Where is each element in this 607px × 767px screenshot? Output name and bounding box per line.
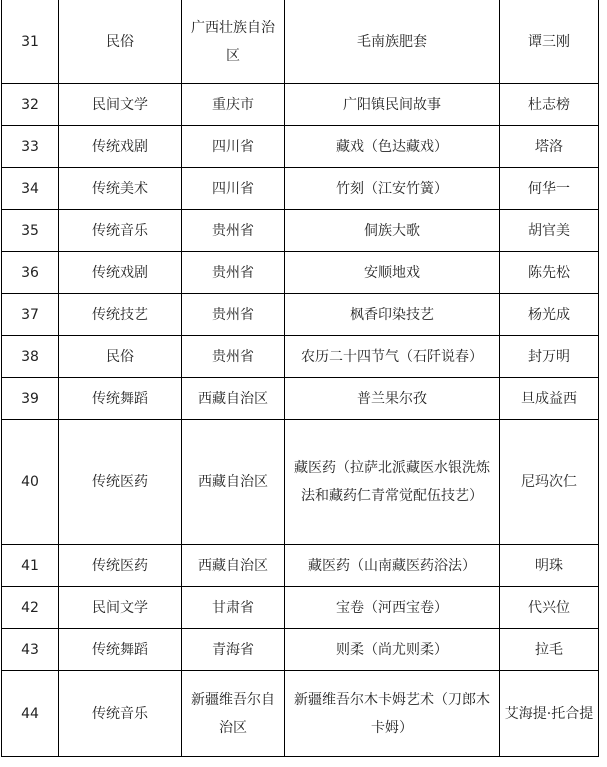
- category-cell: 传统技艺: [59, 294, 182, 336]
- category-cell: 民间文学: [59, 84, 182, 126]
- category-cell: 传统戏剧: [59, 252, 182, 294]
- inheritor-cell: 谭三刚: [500, 0, 599, 84]
- inheritor-cell: 胡官美: [500, 210, 599, 252]
- row-number: 39: [2, 378, 59, 420]
- category-cell: 传统舞蹈: [59, 378, 182, 420]
- region-cell: 四川省: [182, 126, 285, 168]
- project-cell: 普兰果尔孜: [285, 378, 500, 420]
- project-cell: 枫香印染技艺: [285, 294, 500, 336]
- region-cell: 贵州省: [182, 210, 285, 252]
- region-cell: 重庆市: [182, 84, 285, 126]
- project-cell: 竹刻（江安竹簧）: [285, 168, 500, 210]
- inheritor-cell: 封万明: [500, 336, 599, 378]
- region-cell: 西藏自治区: [182, 545, 285, 587]
- region-cell: 新疆维吾尔自治区: [182, 671, 285, 757]
- category-cell: 传统美术: [59, 168, 182, 210]
- row-number: 33: [2, 126, 59, 168]
- region-cell: 贵州省: [182, 294, 285, 336]
- project-cell: 则柔（尚尤则柔）: [285, 629, 500, 671]
- inheritor-cell: 代兴位: [500, 587, 599, 629]
- inheritor-cell: 塔洛: [500, 126, 599, 168]
- project-cell: 藏戏（色达藏戏）: [285, 126, 500, 168]
- category-cell: 传统戏剧: [59, 126, 182, 168]
- project-cell: 广阳镇民间故事: [285, 84, 500, 126]
- category-cell: 传统医药: [59, 420, 182, 545]
- table-row: [2, 126, 599, 168]
- category-cell: 传统音乐: [59, 210, 182, 252]
- region-cell: 西藏自治区: [182, 378, 285, 420]
- inheritor-cell: 艾海提·托合提: [500, 671, 599, 757]
- project-cell: 宝卷（河西宝卷）: [285, 587, 500, 629]
- category-cell: 传统舞蹈: [59, 629, 182, 671]
- inheritor-cell: 杜志榜: [500, 84, 599, 126]
- table-row: [2, 629, 599, 671]
- category-cell: 传统音乐: [59, 671, 182, 757]
- project-cell: 藏医药（拉萨北派藏医水银洗炼法和藏药仁青常觉配伍技艺）: [285, 420, 500, 545]
- row-number: 44: [2, 671, 59, 757]
- row-number: 40: [2, 420, 59, 545]
- region-cell: 贵州省: [182, 252, 285, 294]
- table-row: [2, 0, 599, 84]
- inheritor-cell: 旦成益西: [500, 378, 599, 420]
- inheritor-cell: 明珠: [500, 545, 599, 587]
- region-cell: 四川省: [182, 168, 285, 210]
- heritage-inheritors-table: [1, 0, 599, 757]
- row-number: 31: [2, 0, 59, 84]
- table-row: [2, 336, 599, 378]
- table-row: [2, 378, 599, 420]
- row-number: 32: [2, 84, 59, 126]
- row-number: 38: [2, 336, 59, 378]
- region-cell: 青海省: [182, 629, 285, 671]
- project-cell: 毛南族肥套: [285, 0, 500, 84]
- table-row: [2, 84, 599, 126]
- table-row: [2, 671, 599, 757]
- row-number: 36: [2, 252, 59, 294]
- inheritor-cell: 尼玛次仁: [500, 420, 599, 545]
- row-number: 34: [2, 168, 59, 210]
- inheritor-cell: 杨光成: [500, 294, 599, 336]
- region-cell: 广西壮族自治区: [182, 0, 285, 84]
- category-cell: 传统医药: [59, 545, 182, 587]
- table-row: [2, 210, 599, 252]
- region-cell: 甘肃省: [182, 587, 285, 629]
- table-row: [2, 294, 599, 336]
- inheritor-cell: 拉毛: [500, 629, 599, 671]
- region-cell: 西藏自治区: [182, 420, 285, 545]
- row-number: 42: [2, 587, 59, 629]
- project-cell: 农历二十四节气（石阡说春）: [285, 336, 500, 378]
- inheritor-cell: 何华一: [500, 168, 599, 210]
- project-cell: 藏医药（山南藏医药浴法）: [285, 545, 500, 587]
- project-cell: 新疆维吾尔木卡姆艺术（刀郎木卡姆）: [285, 671, 500, 757]
- row-number: 43: [2, 629, 59, 671]
- category-cell: 民俗: [59, 336, 182, 378]
- inheritor-cell: 陈先松: [500, 252, 599, 294]
- category-cell: 民间文学: [59, 587, 182, 629]
- row-number: 41: [2, 545, 59, 587]
- region-cell: 贵州省: [182, 336, 285, 378]
- table-row: [2, 168, 599, 210]
- table-row: [2, 420, 599, 545]
- category-cell: 民俗: [59, 0, 182, 84]
- table-row: [2, 252, 599, 294]
- project-cell: 安顺地戏: [285, 252, 500, 294]
- row-number: 37: [2, 294, 59, 336]
- table-row: [2, 545, 599, 587]
- row-number: 35: [2, 210, 59, 252]
- project-cell: 侗族大歌: [285, 210, 500, 252]
- table-row: [2, 587, 599, 629]
